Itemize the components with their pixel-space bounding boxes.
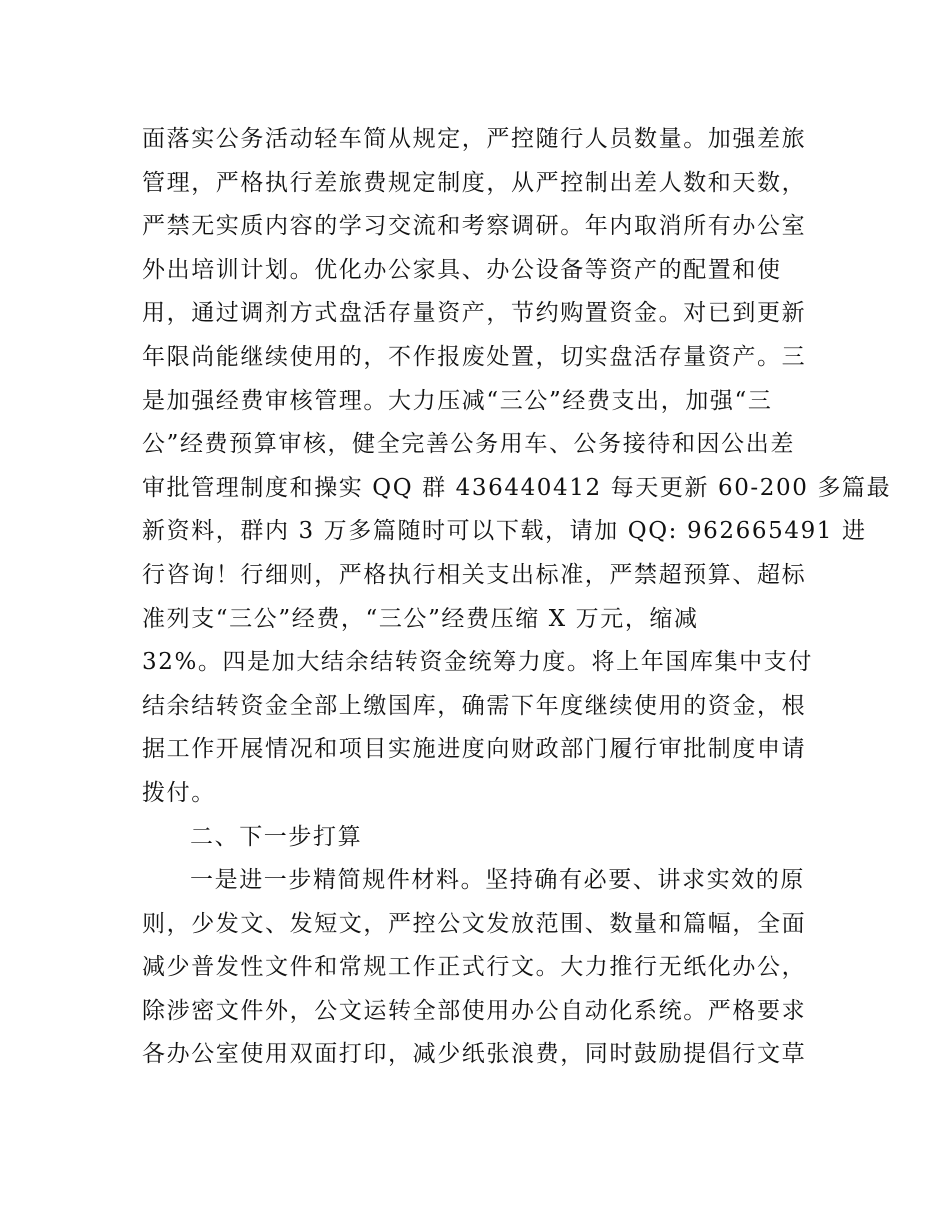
paragraph-line: 审批管理制度和操实 QQ 群 436440412 每天更新 60-200 多篇最 [142,474,892,501]
paragraph-line: 年限尚能继续使用的，不作报废处置，切实盘活存量资产。三 [142,343,807,370]
paragraph-line: 新资料，群内 3 万多篇随时可以下载，请加 QQ: 962665491 进 [142,518,867,545]
paragraph-line: 管理，严格执行差旅费规定制度，从严控制出差人数和天数， [142,169,807,196]
paragraph-line: 减少普发性文件和常规工作正式行文。大力推行无纸化办公， [142,954,807,981]
paragraph-line: 是加强经费审核管理。大力压减“三公”经费支出，加强“三 [142,387,773,414]
paragraph-line: 面落实公务活动轻车简从规定，严控随行人员数量。加强差旅 [142,126,807,152]
paragraph-line: 32%。四是加大结余结转资金统筹力度。将上年国库集中支付 [142,649,813,676]
paragraph-line: 除涉密文件外，公文运转全部使用办公自动化系统。严格要求 [142,997,807,1024]
paragraph-line: 一是进一步精简规件材料。坚持确有必要、讲求实效的原 [190,867,805,894]
paragraph-line: 严禁无实质内容的学习交流和考察调研。年内取消所有办公室 [142,213,807,240]
paragraph-line: 各办公室使用双面打印，减少纸张浪费，同时鼓励提倡行文草 [142,1041,807,1068]
paragraph-line: 据工作开展情况和项目实施进度向财政部门履行审批制度申请 [142,736,807,763]
paragraph-line: 用，通过调剂方式盘活存量资产，节约购置资金。对已到更新 [142,300,807,327]
section-heading: 二、下一步打算 [190,823,363,850]
paragraph-line: 则，少发文、发短文，严控公文发放范围、数量和篇幅，全面 [142,910,807,937]
document-body [142,118,892,1077]
paragraph-line: 公”经费预算审核，健全完善公务用车、公务接待和因公出差 [142,431,795,458]
paragraph-line: 拨付。 [142,779,216,806]
paragraph-line: 准列支“三公”经费，“三公”经费压缩 X 万元，缩减 [142,605,699,632]
paragraph-line: 结余结转资金全部上缴国库，确需下年度继续使用的资金，根 [142,692,807,719]
paragraph-line: 行咨询！行细则，严格执行相关支出标准，严禁超预算、超标 [142,561,807,588]
paragraph-line: 外出培训计划。优化办公家具、办公设备等资产的配置和使 [142,256,782,283]
